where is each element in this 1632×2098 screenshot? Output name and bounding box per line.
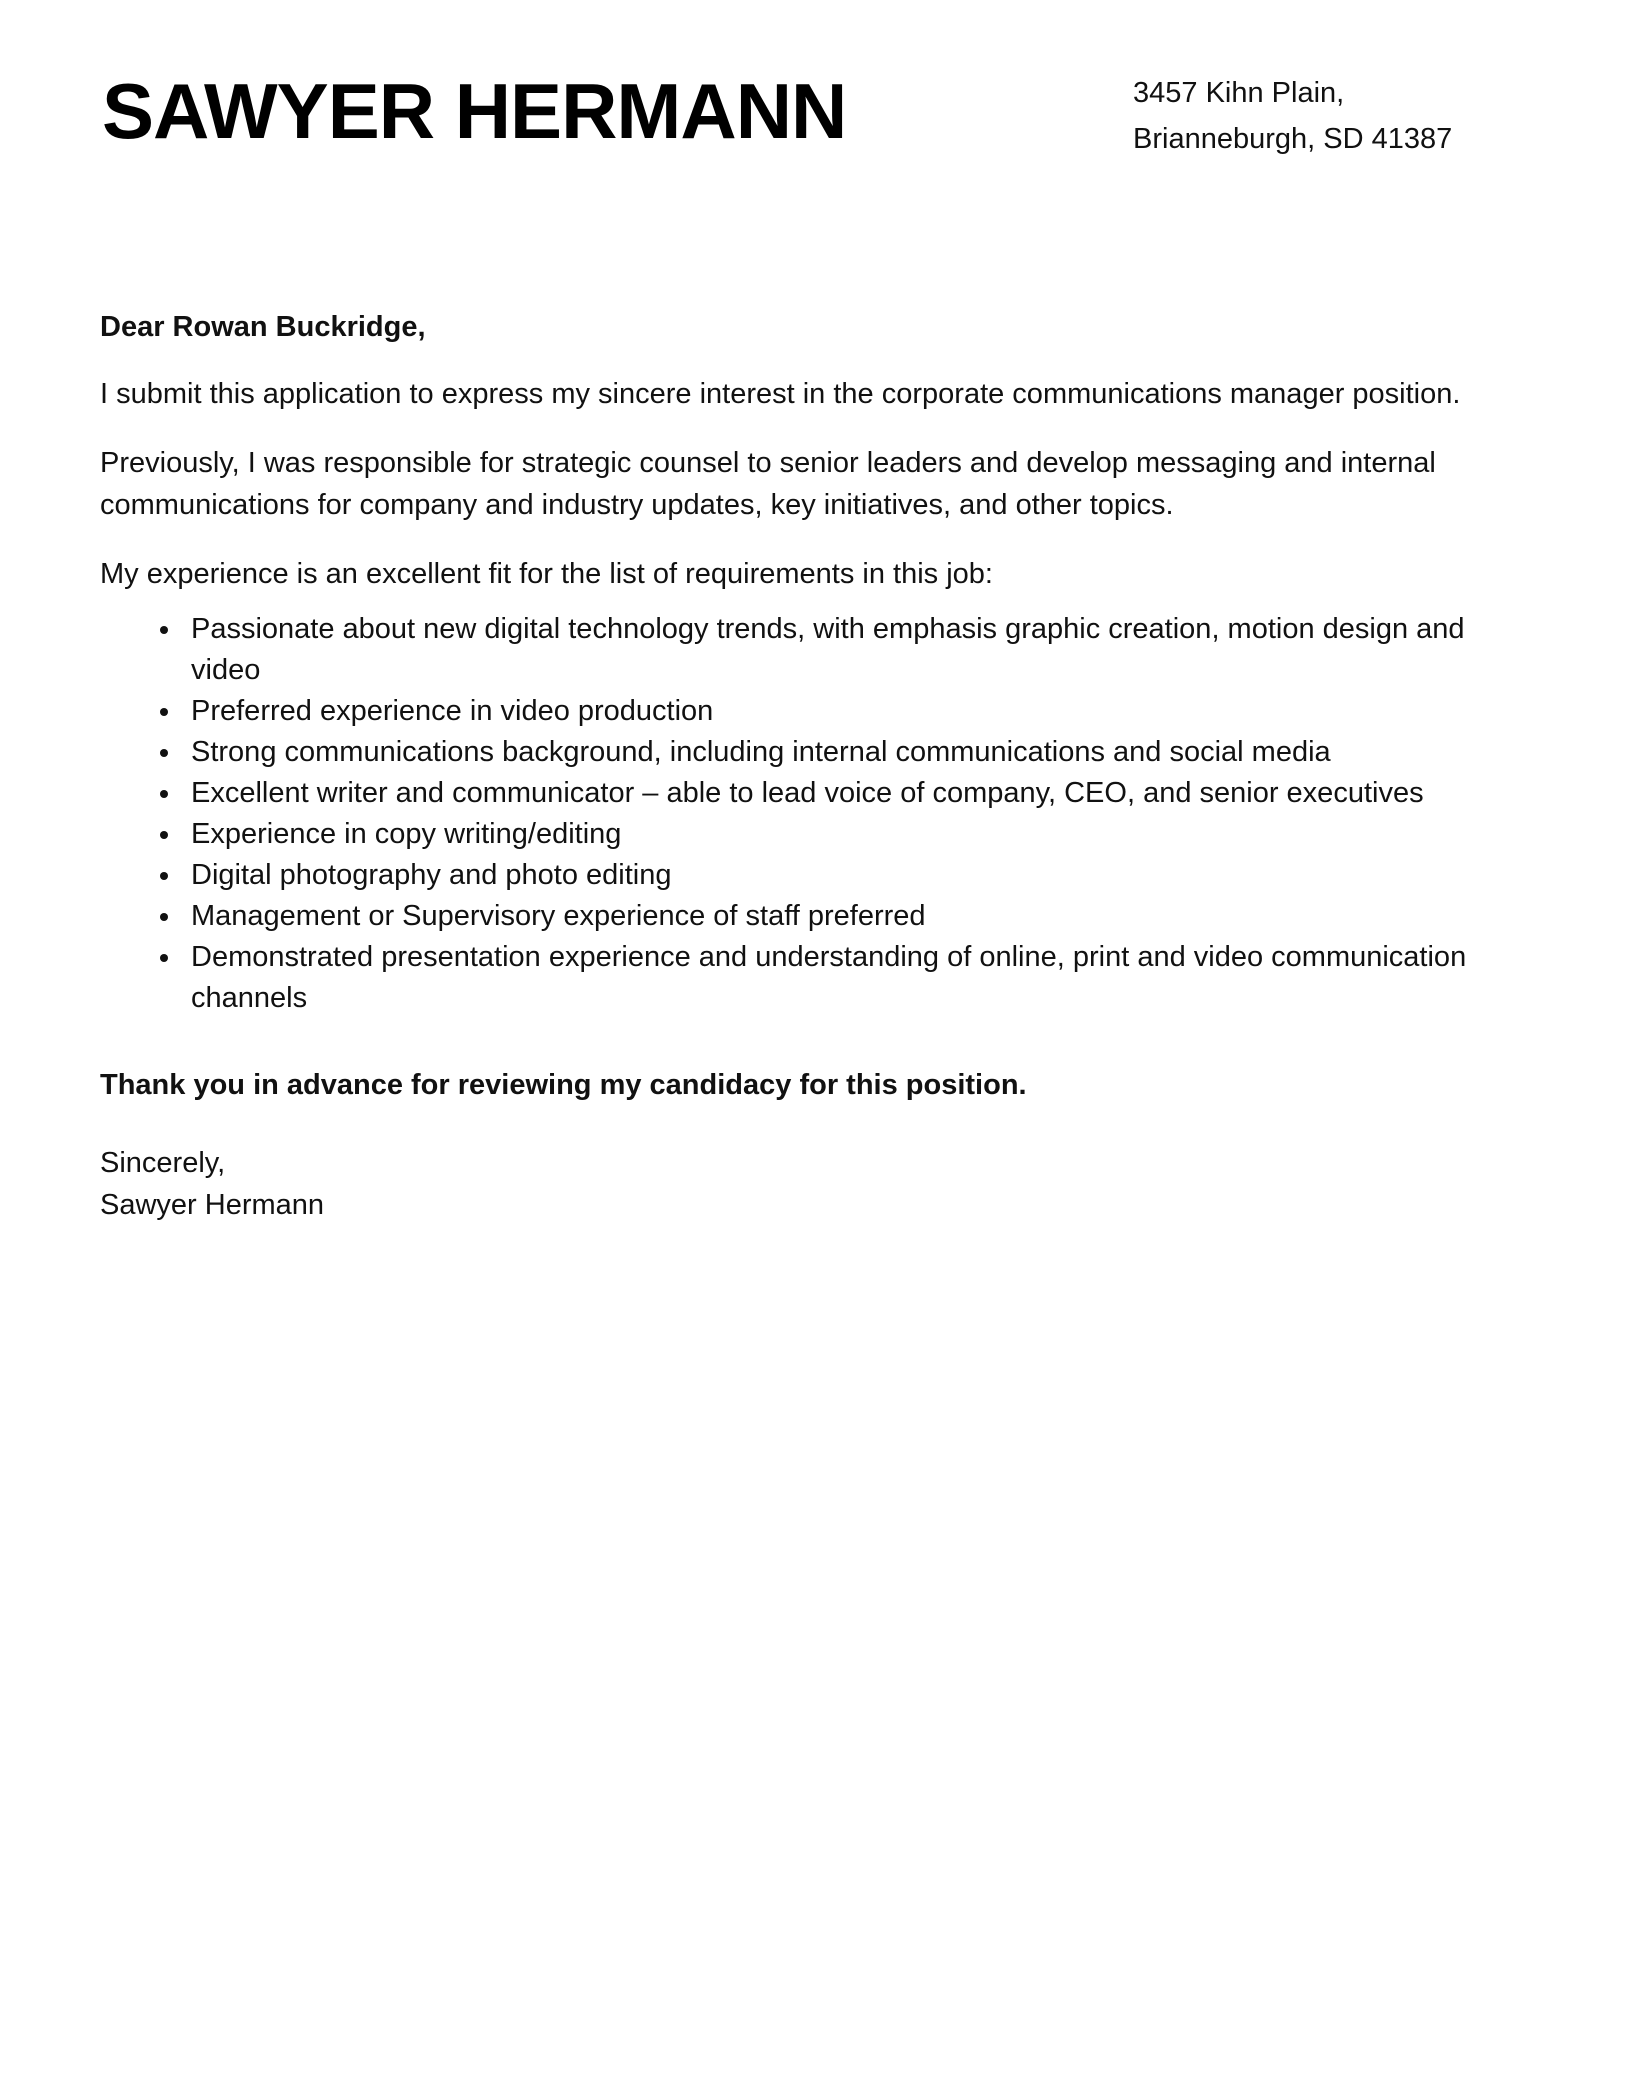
list-item: • Strong communications background, including internal communications and social media	[183, 732, 1498, 773]
greeting: Dear Rowan Buckridge,	[100, 311, 426, 343]
closing-statement: Thank you in advance for reviewing my candidacy for this position.	[100, 1069, 1027, 1101]
page-title: SAWYER HERMANN	[102, 67, 847, 155]
list-item: • Passionate about new digital technology trends, with emphasis graphic creation, motion design and video	[183, 609, 1498, 691]
signoff: Sincerely,	[100, 1147, 226, 1179]
letter-body	[100, 306, 1498, 1226]
list-item: • Management or Supervisory experience of staff preferred	[183, 896, 1498, 937]
requirements-list	[100, 609, 1498, 1019]
address-block	[1133, 70, 1452, 162]
address-line-2: Brianneburgh, SD 41387	[1133, 123, 1453, 155]
paragraph: My experience is an excellent fit for the list of requirements in this job:	[100, 558, 993, 590]
list-item: • Preferred experience in video production	[183, 691, 1498, 732]
list-item: • Digital photography and photo editing	[183, 855, 1498, 896]
paragraph: I submit this application to express my sincere interest in the corporate communications manager position.	[100, 378, 1461, 410]
intro-paragraphs	[100, 373, 1498, 595]
list-item: • Experience in copy writing/editing	[183, 814, 1498, 855]
list-item: • Demonstrated presentation experience and understanding of online, print and video communication channels	[183, 937, 1498, 1019]
list-item: • Excellent writer and communicator – able to lead voice of company, CEO, and senior executives	[183, 773, 1498, 814]
address-line-1: 3457 Kihn Plain,	[1133, 77, 1345, 109]
paragraph: Previously, I was responsible for strategic counsel to senior leaders and develop messaging and internal communications for company and industry updates, key initiatives, and other topics.	[100, 447, 1436, 521]
signature: Sawyer Hermann	[100, 1189, 325, 1221]
